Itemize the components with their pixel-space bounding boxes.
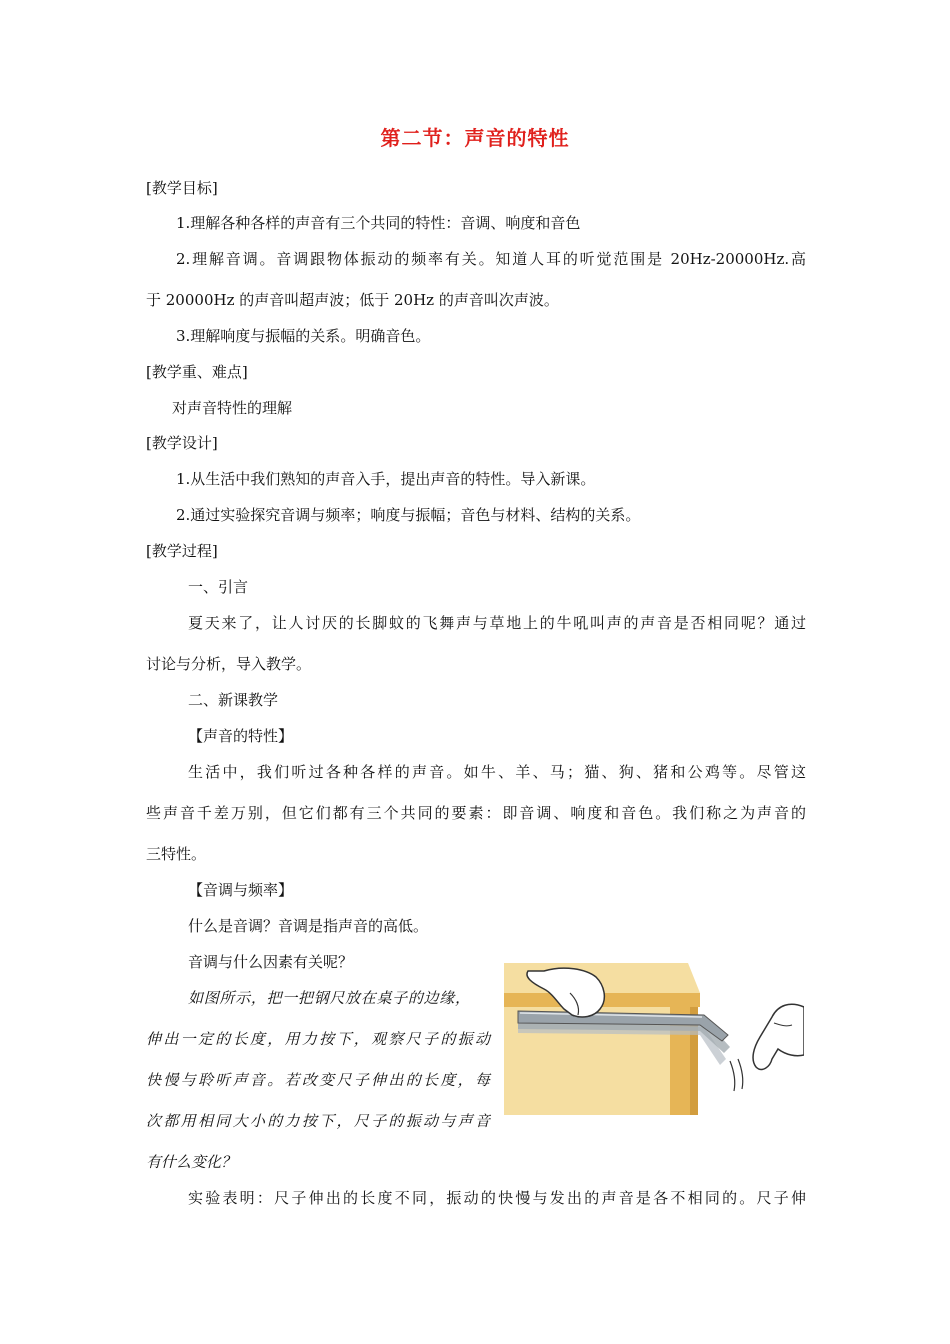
design-item-1: 1.从生活中我们熟知的声音入手，提出声音的特性。导入新课。	[176, 470, 596, 488]
key-points-text: 对声音特性的理解	[172, 399, 293, 417]
objective-item-1: 1.理解各种各样的声音有三个共同的特性：音调、响度和音色	[176, 214, 581, 232]
objective-item-2-line-2: 于 20000Hz 的声音叫超声波；低于 20Hz 的声音叫次声波。	[146, 291, 559, 309]
motion-line-1	[730, 1061, 735, 1091]
result-line-1: 实验表明：尺子伸出的长度不同，振动的快慢与发出的声音是各不相同的。尺子伸	[188, 1189, 806, 1207]
question-2: 音调与什么因素有关呢？	[188, 953, 354, 971]
objective-item-2-line-1: 2.理解音调。音调跟物体振动的频率有关。知道人耳的听觉范围是 20Hz-20000Hz.高	[176, 250, 806, 268]
ruler-experiment-illustration	[504, 963, 804, 1115]
experiment-line-2: 伸出一定的长度，用力按下，观察尺子的振动	[146, 1030, 490, 1048]
new-lesson-heading: 二、新课教学	[188, 691, 279, 709]
design-item-2: 2.通过实验探究音调与频率；响度与振幅；音色与材料、结构的关系。	[176, 506, 641, 524]
section-1-line-2: 些声音千差万别，但它们都有三个共同的要素：即音调、响度和音色。我们称之为声音的	[146, 804, 806, 822]
section-1-line-1: 生活中，我们听过各种各样的声音。如牛、羊、马；猫、狗、猪和公鸡等。尽管这	[188, 763, 806, 781]
objectives-heading: [教学目标]	[146, 179, 218, 197]
experiment-line-3: 快慢与聆听声音。若改变尺子伸出的长度，每	[146, 1071, 490, 1089]
right-hand	[753, 1004, 804, 1069]
experiment-line-4: 次都用相同大小的力按下，尺子的振动与声音	[146, 1112, 490, 1130]
section-sound-characteristics-heading: 【声音的特性】	[188, 727, 294, 745]
section-1-line-3: 三特性。	[146, 845, 207, 863]
design-heading: [教学设计]	[146, 434, 218, 452]
experiment-line-1: 如图所示，把一把钢尺放在桌子的边缘，	[188, 989, 470, 1007]
key-points-heading: [教学重、难点]	[146, 363, 248, 381]
process-heading: [教学过程]	[146, 542, 218, 560]
page-title: 第二节：声音的特性	[380, 126, 570, 150]
objective-item-3: 3.理解响度与振幅的关系。明确音色。	[176, 327, 431, 345]
section-pitch-frequency-heading: 【音调与频率】	[188, 881, 294, 899]
intro-line-2: 讨论与分析，导入教学。	[146, 655, 312, 673]
intro-line-1: 夏天来了，让人讨厌的长脚蚊的飞舞声与草地上的牛吼叫声的声音是否相同呢？通过	[188, 614, 806, 632]
motion-line-2	[738, 1059, 743, 1089]
intro-heading: 一、引言	[188, 578, 249, 596]
experiment-line-5: 有什么变化？	[146, 1153, 237, 1171]
question-1: 什么是音调？音调是指声音的高低。	[188, 917, 429, 935]
